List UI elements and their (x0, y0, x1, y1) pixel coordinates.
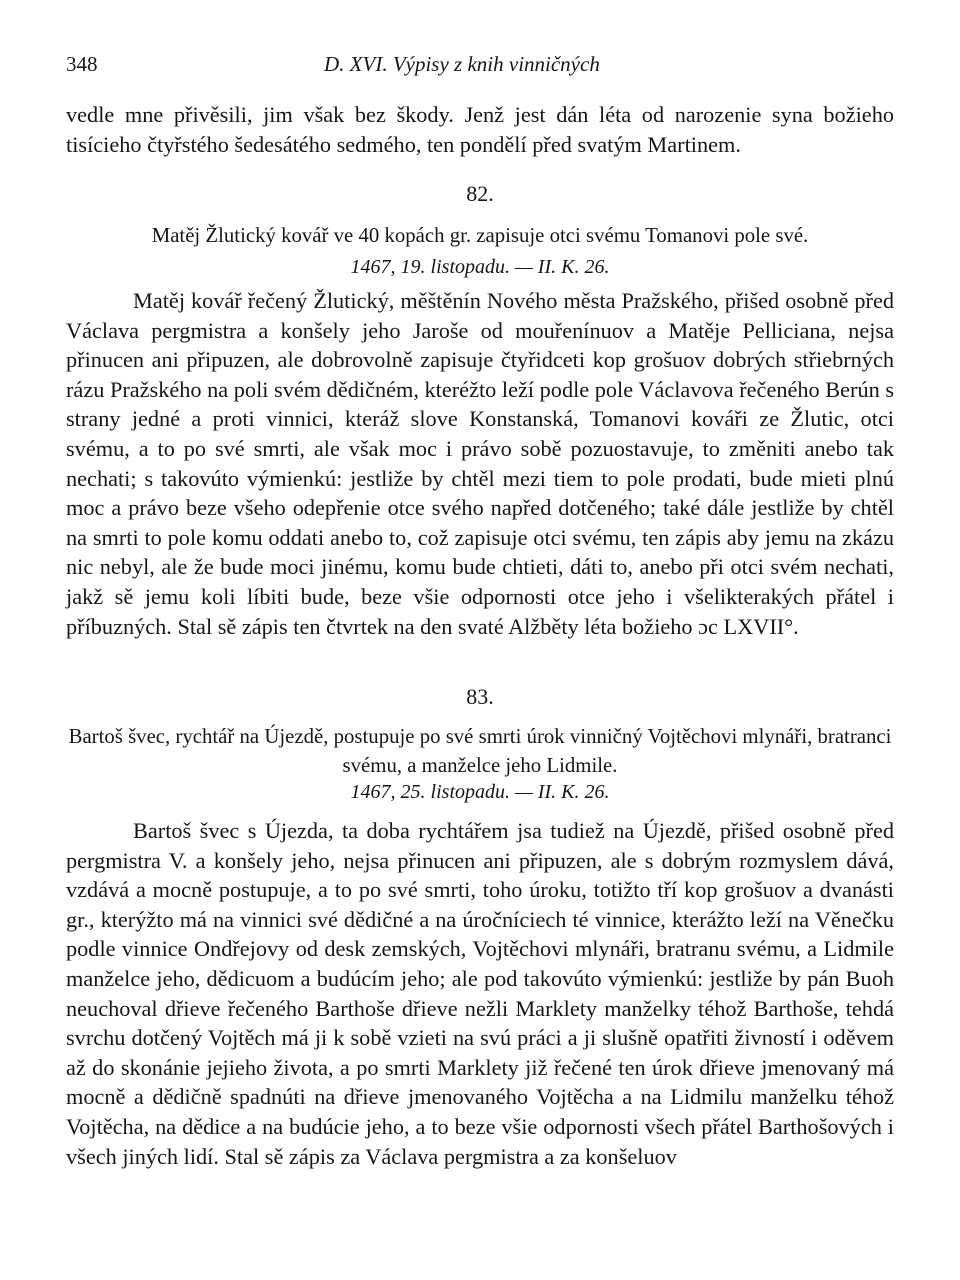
entry-summary: Matěj Žlutický kovář ve 40 kopách gr. zapisuje otci svému Tomanovi pole své. (151, 224, 809, 247)
entry-body: Bartoš švec s Újezda, ta doba rychtářem jsa tudiež na Újezdě, přišed osobně před pergmistra V. a konšely jeho, nejsa přinucen ani připuzen, ale s dobrým rozmyslem dává, vzdává a mocně postupuje, a to po své smrti, toho úroku, totižto tří kop grošuov a dvanásti gr., kterýžto má na vinnici své dědičné a na úročníciech té vinnice, kterážto leží na Věnečku podle vinnice Ondřejovy od desk zemských, Vojtěchovi mlynáři, bratranu svému, a Lidmile manželce jeho, dědicuom a budúcím jeho; ale pod takovúto výmienkú: jestliže by pán Buoh neuchoval dřieve řečeného Barthoše dřieve nežli Marklety manželky téhož Barthoše, tehdá svrchu dotčený Vojtěch má ji k sobě vzieti na svú práci a ji slušně opatřiti živností i oděvem až do skonánie jejieho života, a po smrti Marklety již řečené ten úrok dřieve jmenovaný má mocně a dědičně spadnúti na dřieve jmenovaného Vojtěcha a na Lidmilu manželku téhož Vojtěcha, na dědice a na budúcie jeho, a to beze všie odpornosti všech přátel Barthošových i všech jiných lidí. Stal sě zápis za Václava pergmistra a za konšeluov (66, 818, 894, 1169)
entry-number: 83. (466, 684, 494, 709)
entry-dateline: 1467, 19. listopadu. — II. K. 26. (350, 256, 610, 278)
running-title: D. XVI. Výpisy z knih vinničných (324, 52, 600, 76)
continued-paragraph: vedle mne přivěsili, jim však bez škody. Jenž jest dán léta od narozenie syna božieho tisícieho čtyřstého šedesátého sedmého, ten pondělí před svatým Martinem. (66, 102, 894, 157)
page-number: 348 (66, 52, 98, 76)
page-header (66, 52, 896, 82)
entry-dateline: 1467, 25. listopadu. — II. K. 26. (350, 781, 610, 803)
entry-summary: Bartoš švec, rychtář na Újezdě, postupuje po své smrti úrok vinničný Vojtěchovi mlynáři, bratranci svému, a manželce jeho Lidmile. (68, 725, 892, 777)
entry-body: Matěj kovář řečený Žlutický, měštěnín Nového města Pražského, přišed osobně před Václava pergmistra a konšely jeho Jaroše od mouřenínuov a Matěje Pelliciana, nejsa přinucen ani připuzen, ale dobrovolně zapisuje čtyřidceti kop grošuov dobrých střiebrných rázu Pražského na poli svém dědičném, kteréžto leží podle pole Václavova řečeného Berún s strany jedné a proti vinnici, kteráž slove Konstanská, Tomanovi kováři ze Žlutic, otci svému, a to po své smrti, ale však moc i právo sobě pozuostavuje, to změniti anebo tak nechati; s takovúto výmienkú: jestliže by chtěl mezi tiem to pole prodati, bude mieti plnú moc a právo beze všeho odepřenie otce svého napřed dotčeného; také dále jestliže by chtěl na smrti to pole komu oddati anebo to, což zapisuje otci svému, ten zápis aby jemu na zkázu nic nebyl, ale že bude moci jinému, komu bude chtieti, dáti to, anebo při otci svém nechati, jakž sě jemu koli líbiti bude, beze všie odpornosti otce jeho i všelikterakých přátel i příbuzných. Stal sě zápis ten čtvrtek na den svaté Alžběty léta božieho ɔc LXVII°. (66, 288, 894, 639)
entry-number: 82. (466, 181, 494, 206)
